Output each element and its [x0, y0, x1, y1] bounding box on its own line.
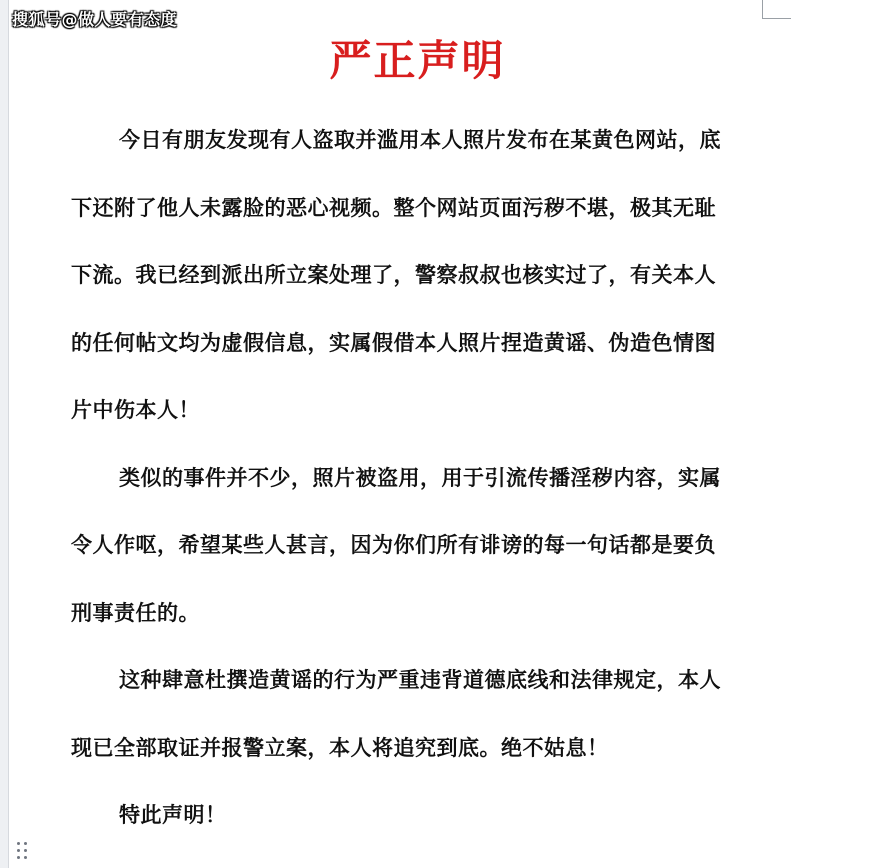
margin-area	[811, 0, 878, 868]
paragraph-line: 特此声明！	[119, 802, 227, 827]
paragraph-line: 刑事责任的。	[71, 599, 200, 625]
drag-handle-icon[interactable]	[17, 842, 31, 864]
paragraph-line: 现已全部取证并报警立案，本人将追究到底。绝不姑息！	[71, 734, 609, 760]
paragraph-line: 的任何帖文均为虚假信息，实属假借本人照片捏造黄谣、伪造色情图	[71, 329, 716, 355]
paragraph-line: 下流。我已经到派出所立案处理了，警察叔叔也核实过了，有关本人	[71, 262, 716, 287]
document-body	[71, 118, 771, 861]
paragraph-line: 片中伤本人！	[71, 397, 200, 422]
paragraph-line: 类似的事件并不少，照片被盗用，用于引流传播淫秽内容，实属	[119, 464, 721, 490]
paragraph-line: 令人作呕，希望某些人甚言，因为你们所有诽谤的每一句话都是要负	[71, 532, 716, 557]
document-title: 严正声明	[329, 36, 506, 85]
paragraph-line: 这种肆意杜撰造黄谣的行为严重违背道德底线和法律规定，本人	[119, 667, 721, 692]
watermark-text: 搜狐号@做人要有态度	[12, 10, 178, 29]
page-corner-mark	[762, 0, 791, 19]
paragraph-line: 今日有朋友发现有人盗取并滥用本人照片发布在某黄色网站，底	[119, 127, 721, 152]
paragraph-line: 下还附了他人未露脸的恶心视频。整个网站页面污秽不堪，极其无耻	[71, 194, 716, 220]
